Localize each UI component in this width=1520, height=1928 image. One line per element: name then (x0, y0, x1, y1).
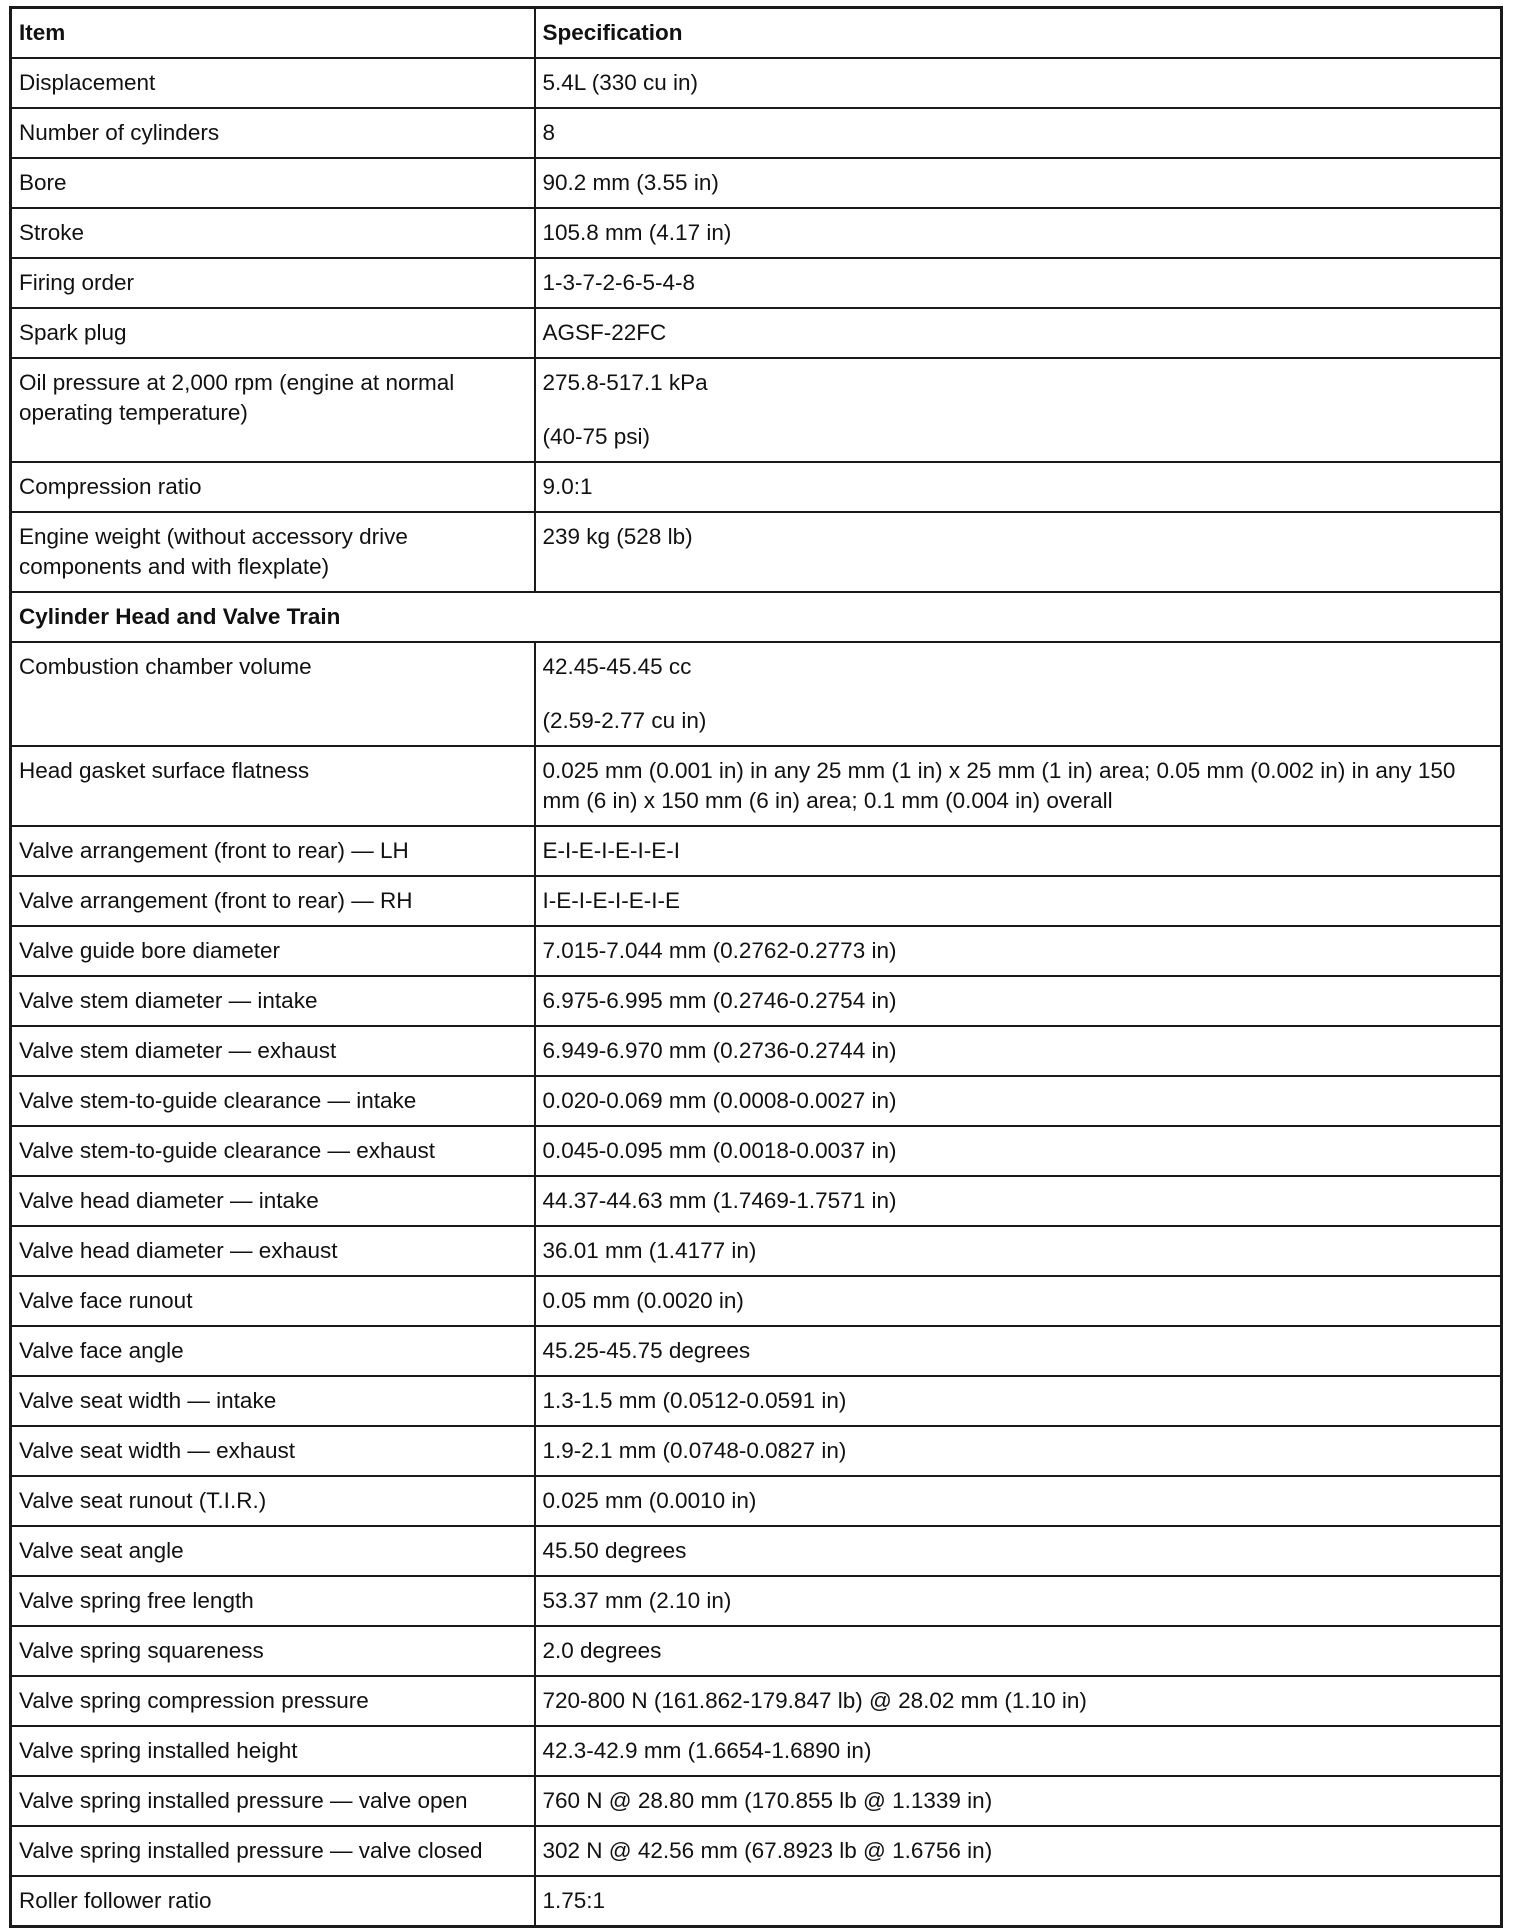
table-row (11, 876, 1502, 926)
spec-value: 6.949-6.970 mm (0.2736-0.2744 in) (542, 1038, 897, 1063)
spec-cell (535, 1676, 1502, 1726)
table-row (11, 208, 1502, 258)
spec-value: AGSF-22FC (542, 320, 667, 345)
table-row (11, 1576, 1502, 1626)
table-row (11, 1176, 1502, 1226)
section-body (11, 592, 1502, 642)
spec-value: 36.01 mm (1.4177 in) (542, 1238, 757, 1263)
spec-value: 1.9-2.1 mm (0.0748-0.0827 in) (542, 1438, 847, 1463)
item-cell: Valve arrangement (front to rear) — RH (11, 876, 535, 926)
item-cell: Valve stem diameter — intake (11, 976, 535, 1026)
valve-train-specs (11, 642, 1502, 1927)
spec-value: 1.3-1.5 mm (0.0512-0.0591 in) (542, 1388, 847, 1413)
table-row (11, 1026, 1502, 1076)
table-row (11, 976, 1502, 1026)
spec-cell (535, 512, 1502, 592)
spec-cell (535, 1876, 1502, 1927)
table-row (11, 642, 1502, 746)
table-row (11, 1376, 1502, 1426)
table-row (11, 1126, 1502, 1176)
spec-value: 1.75:1 (542, 1888, 606, 1913)
spec-cell (535, 208, 1502, 258)
table-row (11, 512, 1502, 592)
spec-value: 90.2 mm (3.55 in) (542, 170, 719, 195)
table-row (11, 158, 1502, 208)
item-cell: Valve spring free length (11, 1576, 535, 1626)
spec-value: 0.05 mm (0.0020 in) (542, 1288, 744, 1313)
table-row (11, 1226, 1502, 1276)
spec-cell (535, 1226, 1502, 1276)
table-row (11, 1526, 1502, 1576)
spec-cell (535, 1026, 1502, 1076)
spec-cell (535, 1426, 1502, 1476)
table-row (11, 1476, 1502, 1526)
item-cell: Displacement (11, 58, 535, 108)
item-cell: Head gasket surface flatness (11, 746, 535, 826)
spec-value: 8 (542, 120, 556, 145)
table-row (11, 1726, 1502, 1776)
spec-cell (535, 1126, 1502, 1176)
spec-value: 105.8 mm (4.17 in) (542, 220, 732, 245)
spec-cell (535, 826, 1502, 876)
table-row (11, 58, 1502, 108)
table-row (11, 1876, 1502, 1927)
item-cell: Number of cylinders (11, 108, 535, 158)
table-row (11, 1626, 1502, 1676)
spec-cell (535, 308, 1502, 358)
item-cell: Valve head diameter — intake (11, 1176, 535, 1226)
spec-value: I-E-I-E-I-E-I-E (542, 888, 680, 913)
item-cell: Valve arrangement (front to rear) — LH (11, 826, 535, 876)
spec-cell (535, 1526, 1502, 1576)
section-title: Cylinder Head and Valve Train (11, 592, 1502, 642)
spec-value: 0.045-0.095 mm (0.0018-0.0037 in) (542, 1138, 897, 1163)
item-cell: Valve spring installed height (11, 1726, 535, 1776)
spec-value: 42.45-45.45 cc (542, 654, 692, 679)
item-cell: Valve seat width — intake (11, 1376, 535, 1426)
spec-value: (40-75 psi) (542, 424, 651, 449)
section-header-row (11, 592, 1502, 642)
spec-cell (535, 1576, 1502, 1626)
spec-cell (535, 158, 1502, 208)
table-row (11, 746, 1502, 826)
general-specs (11, 58, 1502, 592)
spec-cell (535, 1076, 1502, 1126)
table-row (11, 926, 1502, 976)
table-row (11, 108, 1502, 158)
spec-value: 0.025 mm (0.0010 in) (542, 1488, 757, 1513)
table-row (11, 1326, 1502, 1376)
spec-value: 9.0:1 (542, 474, 593, 499)
spec-value: 7.015-7.044 mm (0.2762-0.2773 in) (542, 938, 897, 963)
table-row (11, 462, 1502, 512)
spec-value: 1-3-7-2-6-5-4-8 (542, 270, 696, 295)
spec-value: 42.3-42.9 mm (1.6654-1.6890 in) (542, 1738, 872, 1763)
item-cell: Valve face runout (11, 1276, 535, 1326)
item-cell: Valve head diameter — exhaust (11, 1226, 535, 1276)
spec-cell (535, 108, 1502, 158)
spec-cell (535, 462, 1502, 512)
table-row (11, 1826, 1502, 1876)
table-row (11, 308, 1502, 358)
spec-value: 6.975-6.995 mm (0.2746-0.2754 in) (542, 988, 897, 1013)
spec-cell (535, 926, 1502, 976)
spec-value: 45.25-45.75 degrees (542, 1338, 751, 1363)
spec-cell (535, 1726, 1502, 1776)
item-cell: Valve stem-to-guide clearance — exhaust (11, 1126, 535, 1176)
spec-cell (535, 1626, 1502, 1676)
item-cell: Firing order (11, 258, 535, 308)
item-cell: Valve seat width — exhaust (11, 1426, 535, 1476)
spec-cell (535, 1376, 1502, 1426)
spec-cell (535, 746, 1502, 826)
item-cell: Valve seat runout (T.I.R.) (11, 1476, 535, 1526)
spec-value: 760 N @ 28.80 mm (170.855 lb @ 1.1339 in) (542, 1788, 993, 1813)
spec-value: E-I-E-I-E-I-E-I (542, 838, 680, 863)
spec-cell (535, 1276, 1502, 1326)
item-cell: Valve spring compression pressure (11, 1676, 535, 1726)
table-row (11, 1776, 1502, 1826)
item-cell: Stroke (11, 208, 535, 258)
spec-value: 720-800 N (161.862-179.847 lb) @ 28.02 mm (1.10 in) (542, 1688, 1087, 1713)
item-cell: Valve seat angle (11, 1526, 535, 1576)
item-cell: Engine weight (without accessory drive components and with flexplate) (11, 512, 535, 592)
spec-value: 45.50 degrees (542, 1538, 687, 1563)
spec-cell (535, 1326, 1502, 1376)
item-cell: Combustion chamber volume (11, 642, 535, 746)
spec-value: 0.025 mm (0.001 in) in any 25 mm (1 in) x 25 mm (1 in) area; 0.05 mm (0.002 in) in any 150 mm (6 in) x 150 mm (6 in) area; 0.1 mm (0.004 in) overall (542, 758, 1456, 813)
spec-cell (535, 258, 1502, 308)
spec-cell (535, 642, 1502, 746)
item-cell: Valve spring squareness (11, 1626, 535, 1676)
spec-cell (535, 1826, 1502, 1876)
spec-cell (535, 876, 1502, 926)
item-cell: Valve spring installed pressure — valve closed (11, 1826, 535, 1876)
table-row (11, 1276, 1502, 1326)
item-cell: Valve spring installed pressure — valve open (11, 1776, 535, 1826)
table-row (11, 258, 1502, 308)
spec-cell (535, 1176, 1502, 1226)
item-cell: Bore (11, 158, 535, 208)
table-row (11, 1076, 1502, 1126)
spec-value: 0.020-0.069 mm (0.0008-0.0027 in) (542, 1088, 897, 1113)
spec-column-header: Specification (535, 8, 1502, 59)
spec-value: 275.8-517.1 kPa (542, 370, 708, 395)
spec-value: 2.0 degrees (542, 1638, 662, 1663)
item-cell: Roller follower ratio (11, 1876, 535, 1927)
spec-table (9, 6, 1503, 1928)
spec-value: 44.37-44.63 mm (1.7469-1.7571 in) (542, 1188, 897, 1213)
item-cell: Spark plug (11, 308, 535, 358)
spec-value: 5.4L (330 cu in) (542, 70, 699, 95)
spec-cell (535, 58, 1502, 108)
header-row (11, 8, 1502, 59)
item-cell: Valve face angle (11, 1326, 535, 1376)
item-cell: Valve stem-to-guide clearance — intake (11, 1076, 535, 1126)
spec-value: 302 N @ 42.56 mm (67.8923 lb @ 1.6756 in) (542, 1838, 993, 1863)
table-row (11, 826, 1502, 876)
spec-cell (535, 1476, 1502, 1526)
item-column-header: Item (11, 8, 535, 59)
spec-value: 53.37 mm (2.10 in) (542, 1588, 732, 1613)
table-row (11, 1676, 1502, 1726)
spec-value: 239 kg (528 lb) (542, 524, 693, 549)
spec-cell (535, 976, 1502, 1026)
spec-value: (2.59-2.77 cu in) (542, 708, 707, 733)
item-cell: Valve guide bore diameter (11, 926, 535, 976)
table-row (11, 1426, 1502, 1476)
spec-cell (535, 1776, 1502, 1826)
table-row (11, 358, 1502, 462)
item-cell: Valve stem diameter — exhaust (11, 1026, 535, 1076)
item-cell: Oil pressure at 2,000 rpm (engine at normal operating temperature) (11, 358, 535, 462)
spec-cell (535, 358, 1502, 462)
item-cell: Compression ratio (11, 462, 535, 512)
